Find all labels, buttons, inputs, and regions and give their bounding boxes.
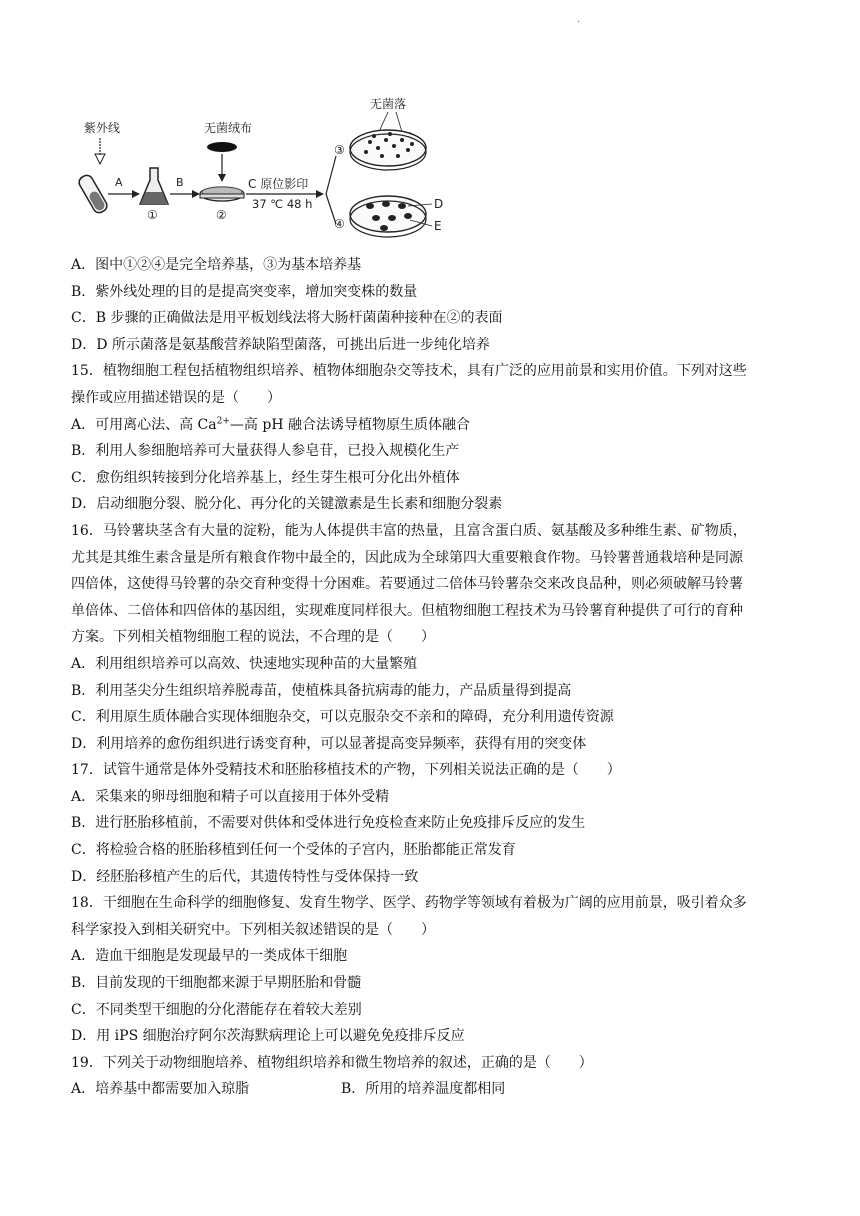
condition-label: 37 ℃ 48 h [252,197,313,211]
q18-option-c: C．不同类型干细胞的分化潜能存在着较大差别 [71,1001,362,1018]
cloth-label: 无菌绒布 [204,121,253,135]
q18-option-a: A．造血干细胞是发现最早的一类成体干细胞 [71,948,348,965]
label-e: E [434,219,442,233]
q17-stem: 17．试管牛通常是体外受精技术和胚胎移植技术的产物，下列相关说法正确的是（ ） [71,762,621,779]
q18-stem-cont: 科学家投入到相关研究中。下列相关叙述错误的是（ ） [71,921,435,938]
q19-option-b: B．所用的培养温度都相同 [341,1081,506,1098]
q16-option-d: D．利用培养的愈伤组织进行诱变育种，可以显著提高变异频率，获得有用的突变体 [71,735,587,752]
q15-option-d: D．启动细胞分裂、脱分化、再分化的关键激素是生长素和细胞分裂素 [71,496,503,513]
q18-option-d: D．用 iPS 细胞治疗阿尔茨海默病理论上可以避免免疫排斥反应 [71,1028,465,1045]
header-dot: . [577,14,581,25]
plate-1-label: ① [147,208,158,222]
q19-options-row [71,1076,811,1103]
q17-option-b: B．进行胚胎移植前，不需要对供体和受体进行免疫检查来防止免疫排斥反应的发生 [71,815,586,832]
q19-option-a: A．培养基中都需要加入琼脂 [71,1081,250,1098]
q16-option-b: B．利用茎尖分生组织培养脱毒苗，使植株具备抗病毒的能力，产品质量得到提高 [71,682,572,699]
label-d: D [434,197,444,211]
q14-option-c: C．B 步骤的正确做法是用平板划线法将大肠杆菌菌种接种在②的表面 [71,310,503,327]
no-colony-label: 无菌落 [370,97,407,111]
q16-option-c: C．利用原生质体融合实现体细胞杂交，可以克服杂交不亲和的障碍，充分利用遗传资源 [71,709,614,726]
q17-option-d: D．经胚胎移植产生的后代，其遗传特性与受体保持一致 [71,868,419,885]
q17-option-c: C．将检验合格的胚胎移植到任何一个受体的子宫内，胚胎都能正常发育 [71,842,516,859]
petri-dish-3 [350,130,426,170]
q16-stem-line: 16．马铃薯块茎含有大量的淀粉，能为人体提供丰富的热量，且富含蛋白质、氨基酸及多种维生素、矿物质， [71,522,747,539]
q14-option-b: B．紫外线处理的目的是提高突变率，增加突变株的数量 [71,283,418,300]
velvet-cloth-icon [207,142,237,152]
q16-stem-line: 方案。下列相关植物细胞工程的说法，不合理的是（ ） [71,629,435,646]
q15-stem: 15．植物细胞工程包括植物组织培养、植物体细胞杂交等技术，具有广泛的应用前景和实用价值。下列对这些 [71,363,747,380]
q15-option-a [71,412,811,439]
q19-stem: 19．下列关于动物细胞培养、植物组织培养和微生物培养的叙述，正确的是（ ） [71,1054,593,1071]
q15-option-a-sup: 2+ [216,415,230,426]
uv-label: 紫外线 [84,121,121,135]
plate-3-label: ③ [334,143,345,157]
question-text-block [71,252,811,1103]
experiment-diagram [70,96,470,246]
flask-icon [140,168,168,204]
petri-dish-4 [350,196,426,237]
q15-stem-cont: 操作或应用描述错误的是（ ） [71,389,281,406]
step-a-label: A [115,176,123,189]
petri-dish-2 [200,187,244,201]
q16-stem-line: 尤其是其维生素含量是所有粮食作物中最全的，因此成为全球第四大重要粮食作物。马铃薯普通栽培种是同源 [71,549,743,566]
q14-option-d: D．D 所示菌落是氨基酸营养缺陷型菌落，可挑出后进一步纯化培养 [71,336,490,353]
q15-option-b: B．利用人参细胞培养可大量获得人参皂苷，已投入规模化生产 [71,443,460,460]
q16-option-a: A．利用组织培养可以高效、快速地实现种苗的大量繁殖 [71,655,418,672]
step-c-label: C 原位影印 [248,177,309,191]
q14-option-a: A．图中①②④是完全培养基，③为基本培养基 [71,257,362,273]
test-tube-icon [77,173,109,215]
plate-2-label: ② [216,208,227,222]
q16-stem-line: 单倍体、二倍体和四倍体的基因组，实现难度同样很大。但植物细胞工程技术为马铃薯育种提供了可行的育种 [71,602,743,619]
step-b-label: B [176,176,184,189]
plate-4-label: ④ [334,217,345,231]
q16-stem-line: 四倍体，这使得马铃薯的杂交育种变得十分困难。若要通过二倍体马铃薯杂交来改良品种，则必须破解马铃薯 [71,576,743,593]
q17-option-a: A．采集来的卵母细胞和精子可以直接用于体外受精 [71,788,390,805]
q18-stem: 18．干细胞在生命科学的细胞修复、发育生物学、医学、药物学等领域有着极为广阔的应用前景，吸引着众多 [71,895,747,912]
q15-option-c: C．愈伤组织转接到分化培养基上，经生芽生根可分化出外植体 [71,469,460,486]
q18-option-b: B．目前发现的干细胞都来源于早期胚胎和骨髓 [71,975,362,992]
q15-option-a-pre: A．可用离心法、高 Ca [71,416,217,433]
q15-option-a-post: —高 pH 融合法诱导植物原生质体融合 [229,416,470,433]
